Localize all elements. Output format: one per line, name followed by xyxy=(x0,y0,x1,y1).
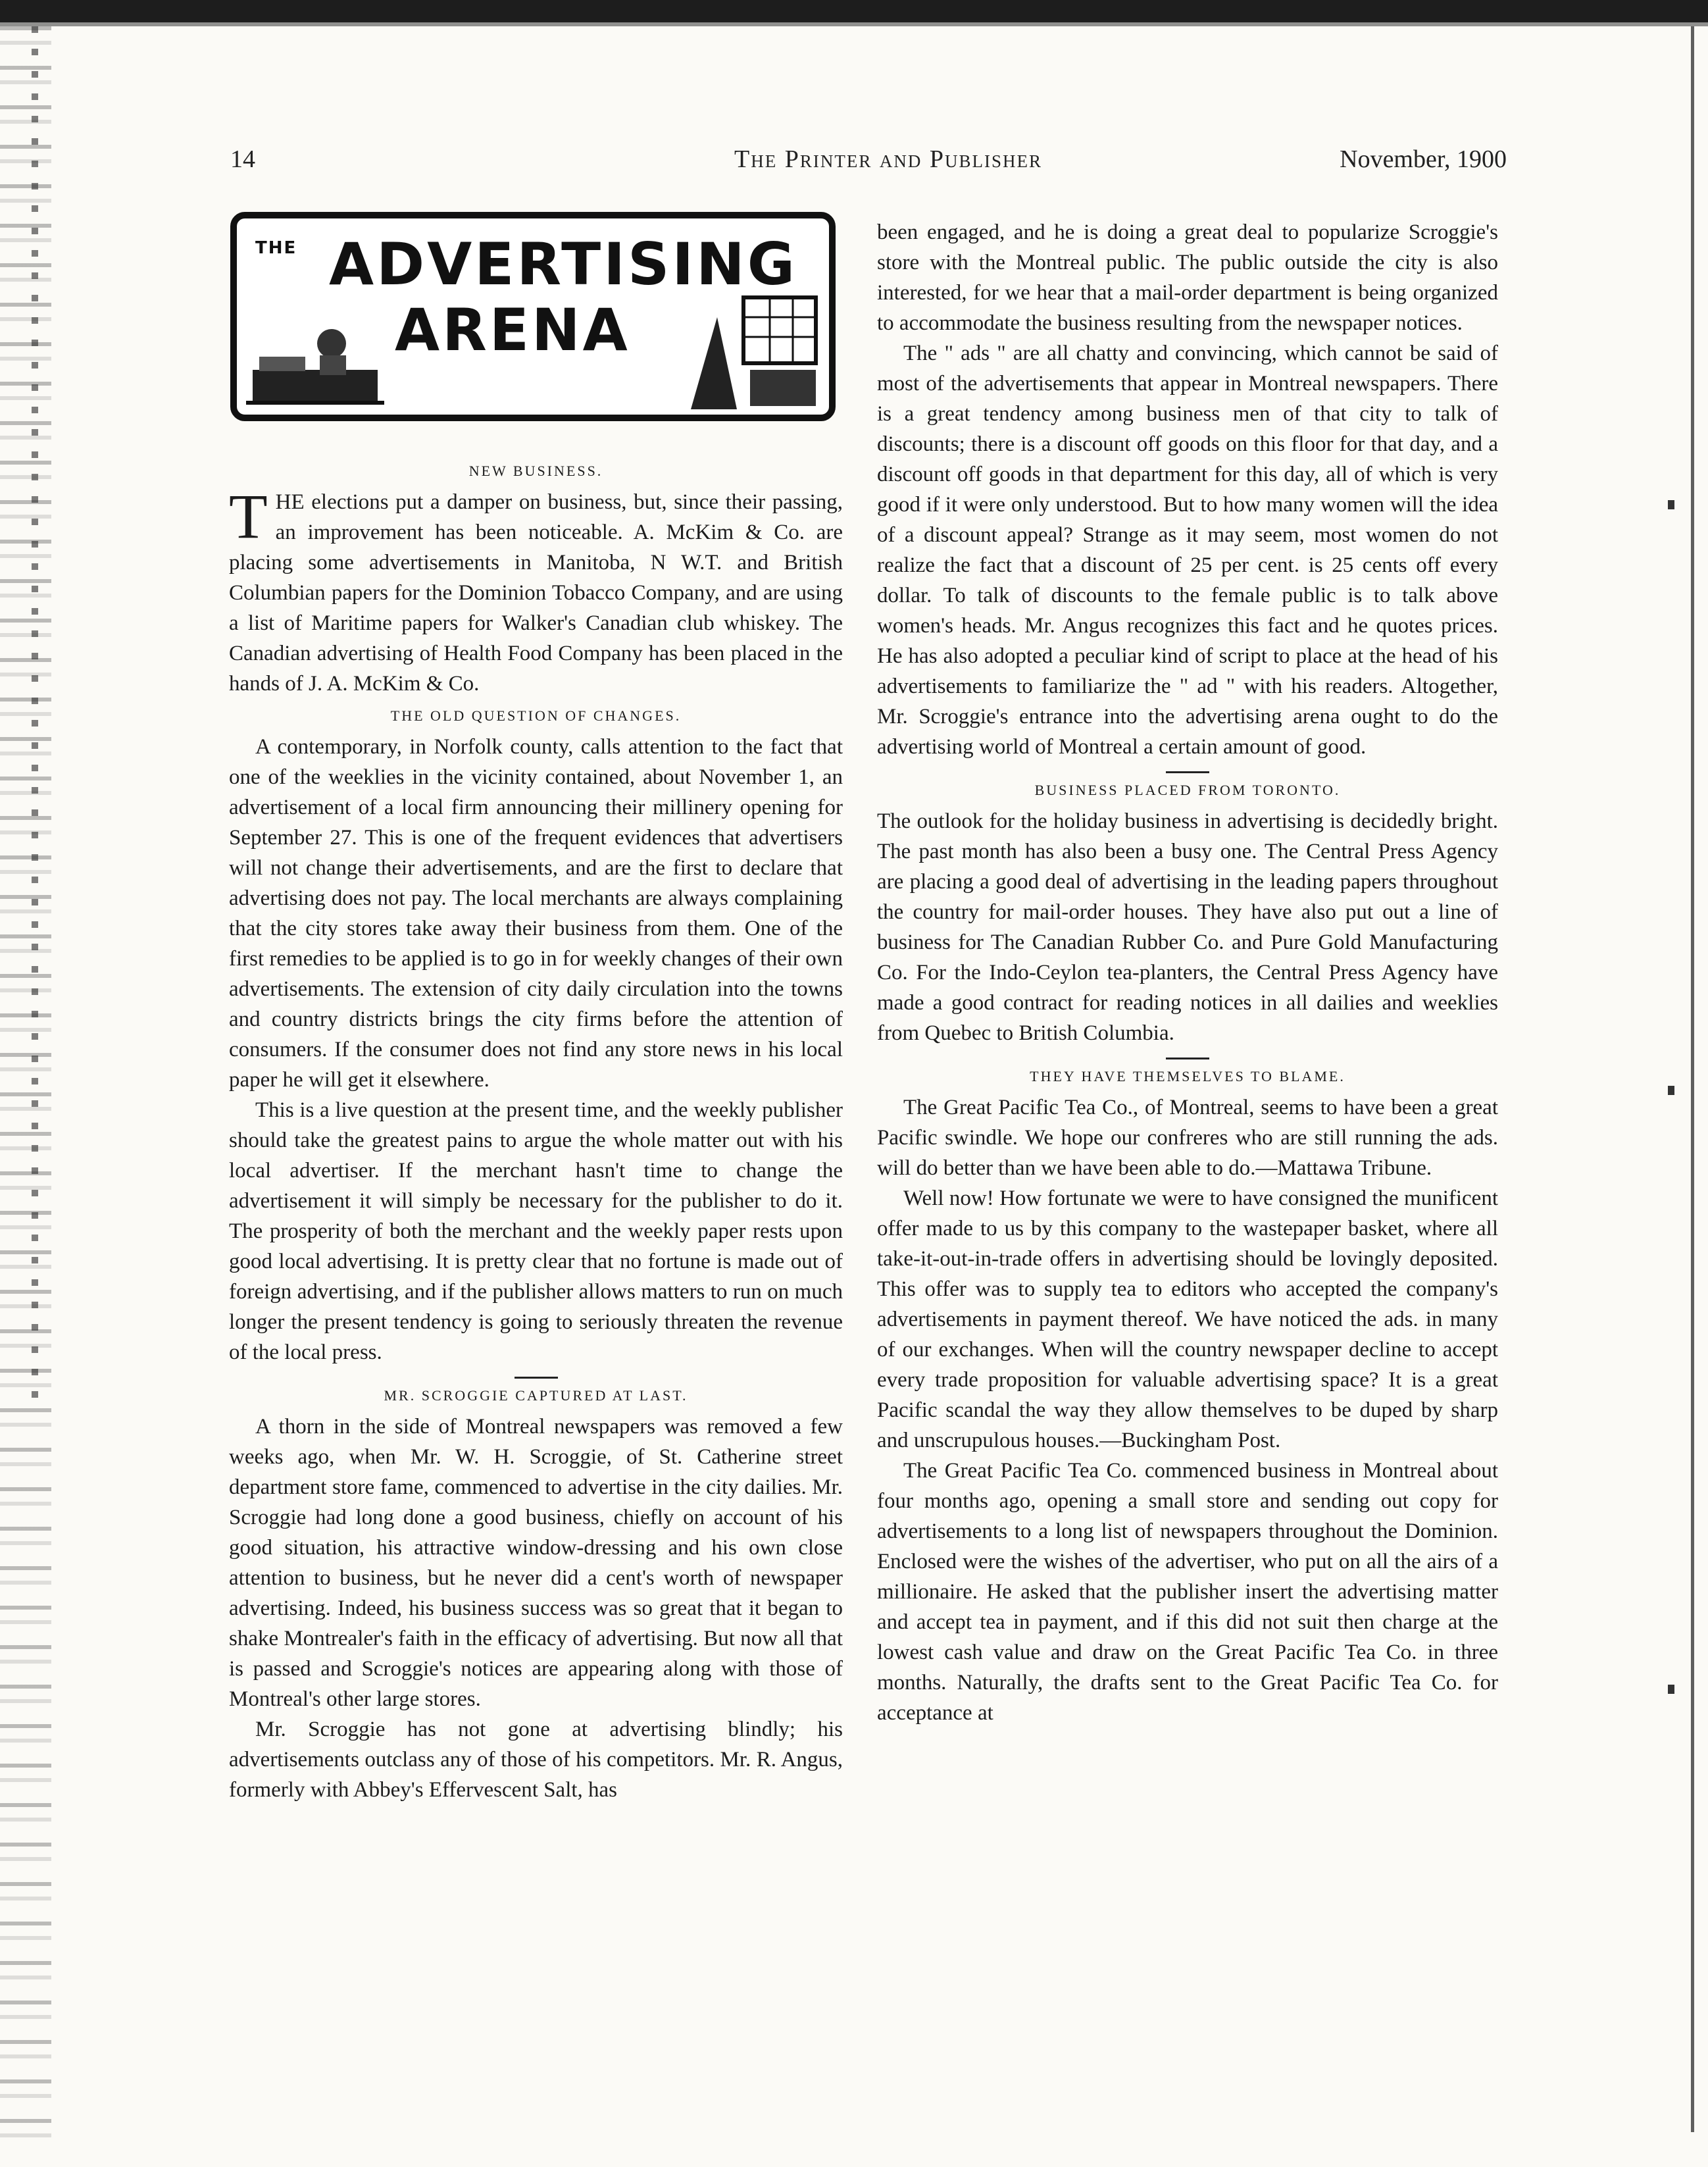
advertising-arena-banner xyxy=(230,212,836,421)
section-divider xyxy=(515,1377,558,1379)
banner-small-word: THE xyxy=(255,238,297,258)
right-column xyxy=(877,217,1498,2126)
article-toronto-p1: The outlook for the holiday business in advertising is decidedly bright. The past month has also been a busy one. The Central Press Agency are placing a good deal of advertising in the leading papers throughout the country for mail-order houses. They have also put out a line of business for The Canadian Rubber Co. and Pure Gold Manufacturing Co. For the Indo-Ceylon tea-planters, the Central Press Agency have made a good contract for reading notices in all dailies and weeklies from Quebec to British Columbia. xyxy=(877,809,1498,1045)
banner-title-line2: ARENA xyxy=(395,296,630,364)
scan-top-border xyxy=(0,0,1708,22)
article-scroggie-p2: Mr. Scroggie has not gone at advertising blindly; his advertisements outclass any of those of his competitors. Mr. R. Angus, formerly with Abbey's Effervescent Salt, has xyxy=(229,1718,843,1802)
article-blame-p3: The Great Pacific Tea Co. commenced business in Montreal about four months ago, opening a small store and sending out copy for advertisements to a long list of newspapers throughout the Dominion. Enclosed were the wishes of the advertiser, who put on all the airs of a millionaire. He asked that the publisher insert the advertising matter and accept tea in payment, and if this did not suit then charge at the lowest cash value and draw on the Great Pacific Tea Co. in three months. Naturally, the drafts sent to the Great Pacific Tea Co. for acceptance at xyxy=(877,1459,1498,1725)
banner-poster-illustration xyxy=(691,291,822,409)
banner-desk-illustration xyxy=(246,317,384,409)
section-heading-scroggie: MR. SCROGGIE CAPTURED AT LAST. xyxy=(384,1387,688,1404)
section-heading-new-business: NEW BUSINESS. xyxy=(468,463,603,479)
scan-top-shadow xyxy=(0,22,1708,26)
drop-cap: T xyxy=(229,481,268,551)
section-divider xyxy=(1166,771,1209,773)
scan-right-edge-mark xyxy=(1668,1685,1674,1694)
section-divider xyxy=(1166,1058,1209,1059)
section-heading-blame: THEY HAVE THEMSELVES TO BLAME. xyxy=(1030,1068,1345,1084)
scan-right-edge-line xyxy=(1691,26,1694,2132)
scan-right-edge-mark xyxy=(1668,500,1674,509)
article-blame-p1: The Great Pacific Tea Co., of Montreal, seems to have been a great Pacific swindle. We hope our confreres who are still running the ads. will do better than we have been able to do.—Mattawa Tribune. xyxy=(877,1096,1498,1180)
article-scroggie-continued-p1: been engaged, and he is doing a great deal to popularize Scroggie's store with the Montreal public. The public outside the city is also interested, for we hear that a mail-order department is being organized to accommodate the business resulting from the newspaper notices. xyxy=(877,220,1498,335)
section-heading-toronto: BUSINESS PLACED FROM TORONTO. xyxy=(1034,782,1341,798)
banner-title-line1: ADVERTISING xyxy=(329,230,797,298)
scan-right-edge-mark xyxy=(1668,1086,1674,1095)
article-old-question-p1: A contemporary, in Norfolk county, calls attention to the fact that one of the weeklies in the vicinity contained, about November 1, an advertisement of a local firm announcing their millinery opening for September 27. This is one of the frequent evidences that advertisers will not change their advertisements, and are the first to declare that advertising does not pay. The local merchants are always complaining that the city stores take away their business from them. One of the first remedies to be applied is to go in for weekly changes of their own advertisements. The extension of city daily circulation into the towns and country districts brings the city firms before the attention of consumers. If the consumer does not find any store news in his local paper he will get it elsewhere. xyxy=(229,735,843,1092)
article-old-question-p2: This is a live question at the present time, and the weekly publisher should take the greatest pains to argue the whole matter out with his local advertiser. If the merchant hasn't time to change the advertisement it will simply be necessary for the publisher to do it. The prosperity of both the merchant and the weekly paper rests upon good local advertising. It is pretty clear that no fortune is made out of foreign advertising, and if the publisher allows matters to run on much longer the present tendency is going to seriously threaten the revenue of the local press. xyxy=(229,1098,843,1364)
article-scroggie-p1: A thorn in the side of Montreal newspapers was removed a few weeks ago, when Mr. W. H. Scroggie, of St. Catherine street department store fame, commenced to advertise in the city dailies. Mr. Scroggie had long done a good business, chiefly on account of his good situation, his attractive window-dressing and his own close attention to business, but he never did a cent's worth of newspaper advertising. Indeed, his business success was so great that it began to shake Montrealer's faith in the efficacy of advertising. But now all that is passed and Scroggie's notices are appearing along with those of Montreal's other large stores. xyxy=(229,1415,843,1711)
left-column xyxy=(229,454,843,2112)
page-number: 14 xyxy=(230,145,255,173)
scan-left-edge-artifact xyxy=(0,26,51,2152)
scan-left-edge-marks xyxy=(32,26,38,1408)
article-blame-p2: Well now! How fortunate we were to have consigned the munificent offer made to us by this company to the wastepaper basket, where all take-it-out-in-trade offers in advertising should be lovingly deposited. This offer was to supply tea to editors who accepted the company's advertisements in payment thereof. We have noticed the ads. in many of our exchanges. When will the country newspaper decline to accept every trade proposition for valuable advertising space? It is a great Pacific scandal the way they allow themselves to be duped by sharp and unscrupulous houses.—Buckingham Post. xyxy=(877,1186,1498,1452)
publication-title: The Printer and Publisher xyxy=(734,145,1042,173)
article-new-business-text: HE elections put a damper on business, but, since their passing, an improvement has been noticeable. A. McKim & Co. are placing some advertisements in Manitoba, N W.T. and British Columbian papers for the Dominion Tobacco Company, and are using a list of Maritime papers for Walker's Canadian club whiskey. The Canadian advertising of Health Food Company has been placed in the hands of J. A. McKim & Co. xyxy=(229,490,843,696)
article-scroggie-continued-p2: The " ads " are all chatty and convincing, which cannot be said of most of the advertisements that appear in Montreal newspapers. There is a great tendency among business men of that city to talk of discounts; there is a discount off goods on this floor for that day, and a discount off goods in that department for this day, all of which is very good if it were only understood. But to how many women will the idea of a discount appeal? Strange as it may seem, most women do not realize the fact that a discount of 25 per cent. is 25 cents off every dollar. To talk of discounts to the female public is to talk above women's heads. Mr. Angus recognizes this fact and he quotes prices. He has also adopted a peculiar kind of script to place at the head of his advertisements to familiarize the " ad " with his readers. Altogether, Mr. Scroggie's entrance into the advertising arena ought to do the advertising world of Montreal a certain amount of good. xyxy=(877,342,1498,759)
issue-date: November, 1900 xyxy=(1340,145,1507,173)
article-new-business xyxy=(229,481,843,699)
section-heading-old-question: THE OLD QUESTION OF CHANGES. xyxy=(390,707,682,724)
